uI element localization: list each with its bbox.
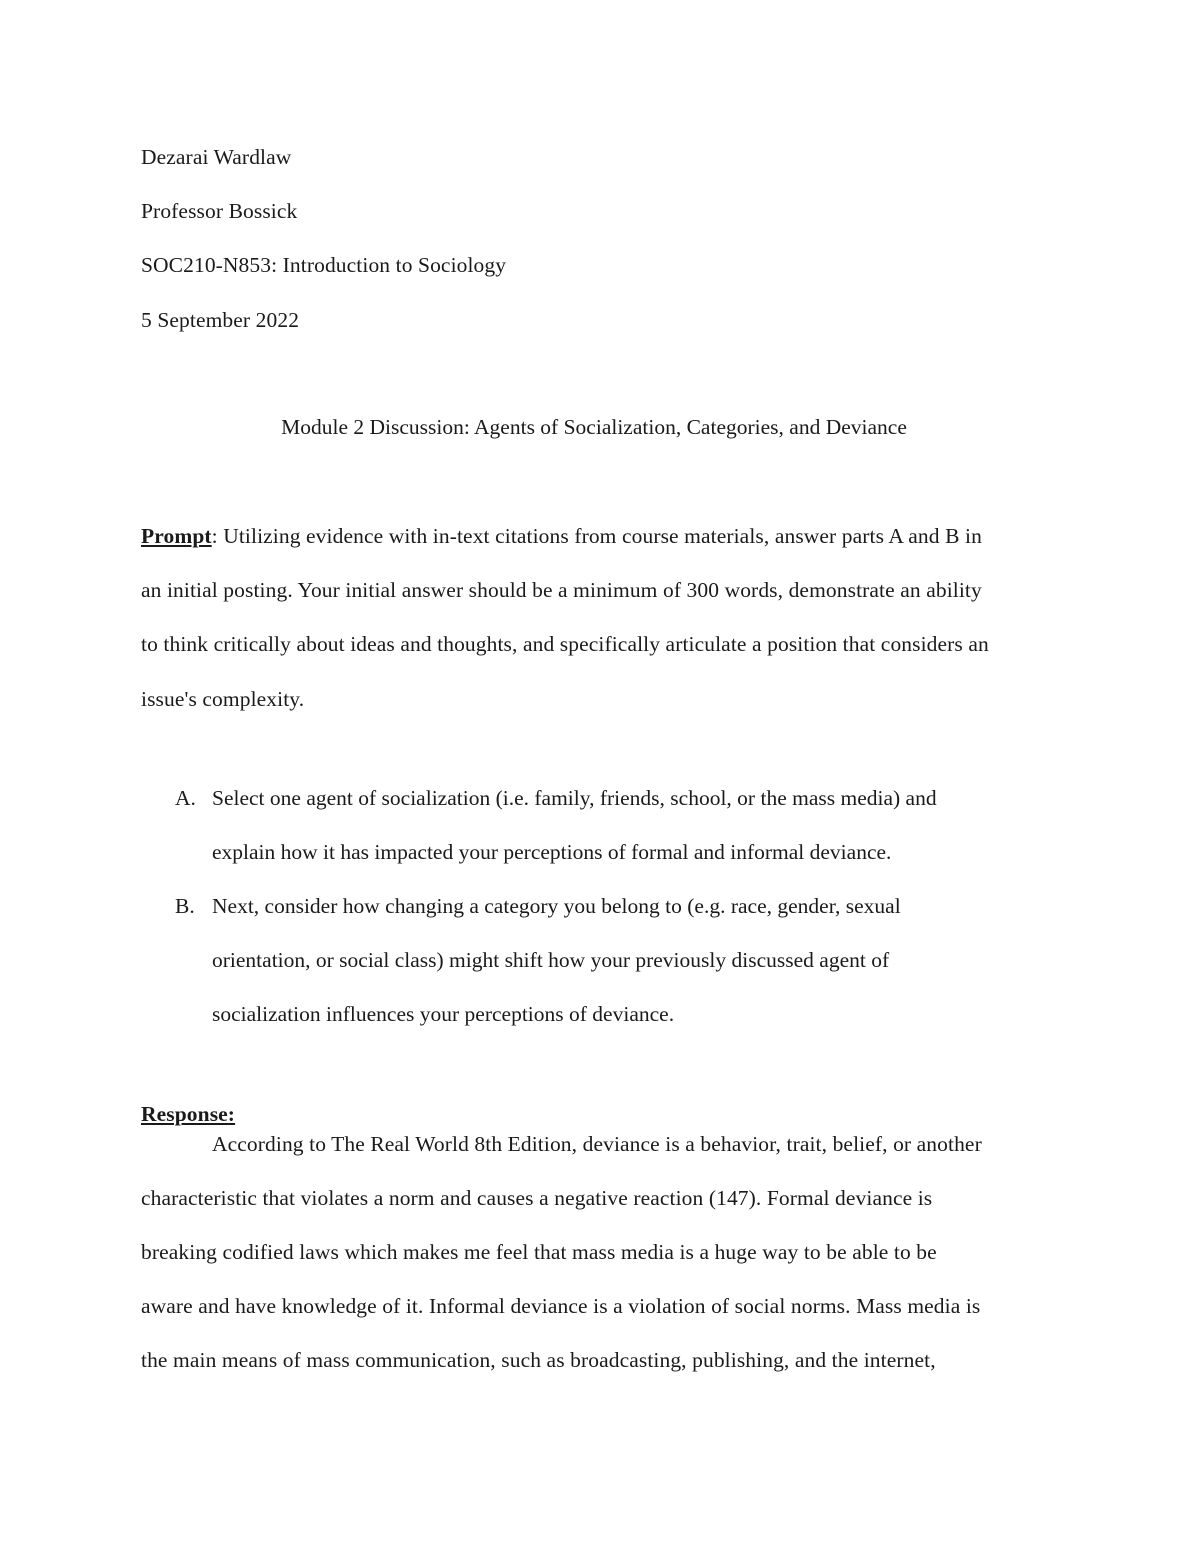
list-item-b-line-3: socialization influences your perceptions of deviance. bbox=[212, 1002, 675, 1026]
response-label: Response: bbox=[141, 1102, 236, 1126]
prompt-line-3: to think critically about ideas and thoughts, and specifically articulate a position that considers an bbox=[141, 632, 989, 656]
list-marker-a: A. bbox=[175, 786, 196, 810]
prompt-label: Prompt bbox=[141, 524, 212, 548]
response-line-5: the main means of mass communication, such as broadcasting, publishing, and the internet, bbox=[141, 1348, 936, 1372]
list-item-b-line-1: Next, consider how changing a category you belong to (e.g. race, gender, sexual bbox=[212, 894, 901, 918]
response-line-4: aware and have knowledge of it. Informal deviance is a violation of social norms. Mass media is bbox=[141, 1294, 981, 1318]
prompt-line-1 bbox=[141, 522, 982, 550]
prompt-text: : Utilizing evidence with in-text citations from course materials, answer parts A and B in bbox=[211, 524, 982, 548]
response-line-3: breaking codified laws which makes me feel that mass media is a huge way to be able to be bbox=[141, 1240, 937, 1264]
author-name: Dezarai Wardlaw bbox=[141, 145, 292, 169]
document-date: 5 September 2022 bbox=[141, 308, 300, 332]
list-item-b-line-2: orientation, or social class) might shift how your previously discussed agent of bbox=[212, 948, 890, 972]
response-line-1: According to The Real World 8th Edition, deviance is a behavior, trait, belief, or another bbox=[212, 1132, 982, 1156]
course-name: SOC210-N853: Introduction to Sociology bbox=[141, 253, 507, 277]
prompt-line-4: issue's complexity. bbox=[141, 687, 305, 711]
list-marker-b: B. bbox=[175, 894, 195, 918]
list-item-a-line-1: Select one agent of socialization (i.e. family, friends, school, or the mass media) and bbox=[212, 786, 937, 810]
prompt-line-2: an initial posting. Your initial answer should be a minimum of 300 words, demonstrate an ability bbox=[141, 578, 982, 602]
document-title: Module 2 Discussion: Agents of Socialization, Categories, and Deviance bbox=[281, 415, 907, 439]
list-item-a-line-2: explain how it has impacted your perceptions of formal and informal deviance. bbox=[212, 840, 892, 864]
response-line-2: characteristic that violates a norm and causes a negative reaction (147). Formal deviance is bbox=[141, 1186, 933, 1210]
professor-name: Professor Bossick bbox=[141, 199, 298, 223]
